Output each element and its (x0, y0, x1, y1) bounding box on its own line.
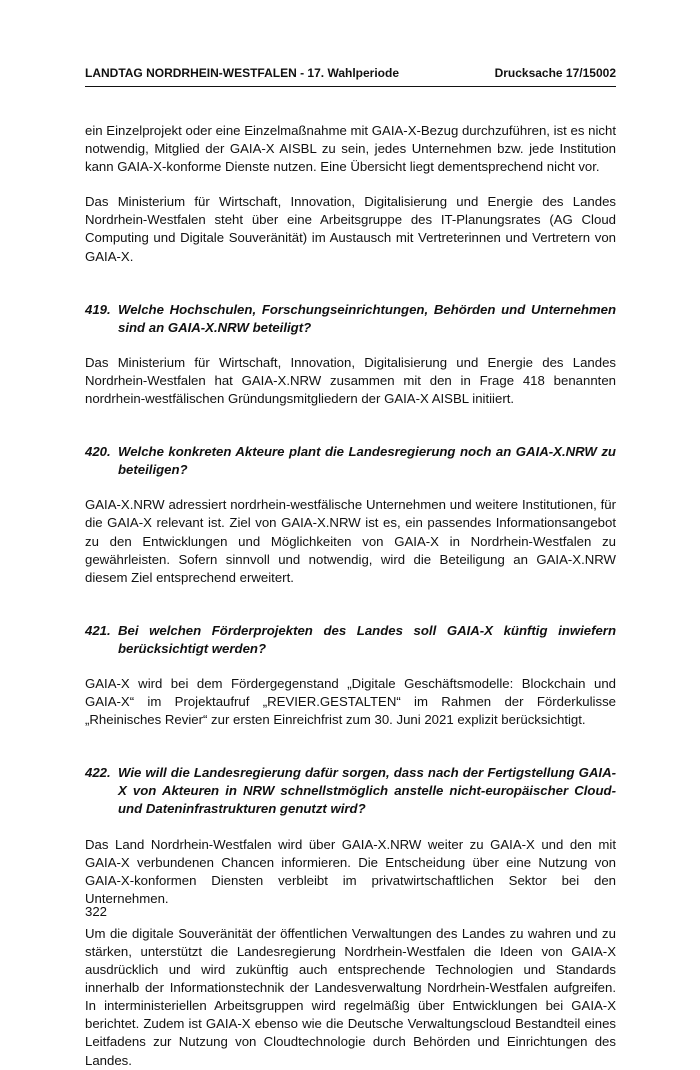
answer-paragraph: Um die digitale Souveränität der öffentlichen Verwaltungen des Landes zu wahren und zu stärken, unterstützt die Landesregierung Nordrhein-Westfalen die Ideen von GAIA-X ausdrücklich und wird zukünftig auch entsprechende Technologien und Standards innerhalb der Informationstechnik der Landesverwaltung Nordrhein-Westfalen aufgreifen. In interministeriellen Arbeitsgruppen wird regelmäßig über Entwicklungen bei GAIA-X berichtet. Zudem ist GAIA-X ebenso wie die Deutsche Verwaltungscloud Bestandteil eines Leitfadens zur Nutzung von Cloudtechnologie durch Behörden und Einrichtungen des Landes. (85, 925, 616, 1068)
intro-paragraph: ein Einzelprojekt oder eine Einzelmaßnahme mit GAIA-X-Bezug durchzuführen, ist es nicht notwendig, Mitglied der GAIA-X AISBL zu sein, jedes Unternehmen bzw. jede Institution kann GAIA-X-konforme Dienste nutzen. Eine Übersicht liegt dementsprechend nicht vor. (85, 123, 616, 175)
page-header (85, 66, 616, 80)
document-body (85, 122, 616, 1070)
question-number: 420. (85, 444, 111, 460)
question-419 (85, 301, 616, 337)
question-text: Wie will die Landesregierung dafür sorgen, dass nach der Fertigstellung GAIA-X von Akteuren in NRW schnellstmöglich anstelle nicht-europäischer Cloud- und Dateninfrastrukturen genutzt wird? (118, 765, 616, 817)
question-422 (85, 764, 616, 818)
answer-paragraph: GAIA-X.NRW adressiert nordrhein-westfälische Unternehmen und weitere Institutionen, für die GAIA-X relevant ist. Ziel von GAIA-X.NRW ist es, ein passendes Informationsangebot zu den Entwicklungen und Möglichkeiten von GAIA-X in Nordrhein-Westfalen zu gewährleisten. Sofern sinnvoll und notwendig, wird die Beteiligung an GAIA-X.NRW diesem Ziel entsprechend erweitert. (85, 497, 616, 585)
question-text: Bei welchen Förderprojekten des Landes soll GAIA-X künftig inwiefern berücksichtigt werden? (118, 622, 616, 656)
question-421 (85, 622, 616, 658)
question-number: 419. (85, 301, 111, 317)
answer-paragraph: Das Land Nordrhein-Westfalen wird über GAIA-X.NRW weiter zu GAIA-X und den mit GAIA-X verbundenen Chancen informieren. Die Entscheidung über eine Nutzung von GAIA-X-konformen Diensten verbleibt im privatwirtschaftlichen Sektor bei den Unternehmen. (85, 836, 616, 906)
header-divider (85, 86, 616, 87)
page-number: 322 (85, 904, 108, 919)
question-number: 422. (85, 765, 111, 781)
question-number: 421. (85, 622, 111, 638)
intro-paragraph: Das Ministerium für Wirtschaft, Innovation, Digitalisierung und Energie des Landes Nordrhein-Westfalen steht über eine Arbeitsgruppe des IT-Planungsrates (AG Cloud Computing und Digitale Souveränität) im Austausch mit Vertreterinnen und Vertretern von GAIA-X. (85, 194, 616, 264)
question-text: Welche Hochschulen, Forschungseinrichtungen, Behörden und Unternehmen sind an GAIA-X.NRW beteiligt? (118, 301, 616, 335)
header-title: LANDTAG NORDRHEIN-WESTFALEN - 17. Wahlperiode (85, 66, 400, 80)
question-text: Welche konkreten Akteure plant die Landesregierung noch an GAIA-X.NRW zu beteiligen? (118, 444, 616, 478)
question-420 (85, 443, 616, 479)
document-number: Drucksache 17/15002 (494, 66, 616, 80)
answer-paragraph: GAIA-X wird bei dem Fördergegenstand „Digitale Geschäftsmodelle: Blockchain und GAIA-X“ im Projektaufruf „REVIER.GESTALTEN“ im Rahmen der Förderkulisse „Rheinisches Revier“ zur ersten Einreichfrist zum 30. Juni 2021 explizit berücksichtigt. (85, 675, 616, 728)
answer-paragraph: Das Ministerium für Wirtschaft, Innovation, Digitalisierung und Energie des Landes Nordrhein-Westfalen hat GAIA-X.NRW zusammen mit den in Frage 418 benannten nordrhein-westfälischen Gründungsmitgliedern der GAIA-X AISBL initiiert. (85, 354, 616, 407)
